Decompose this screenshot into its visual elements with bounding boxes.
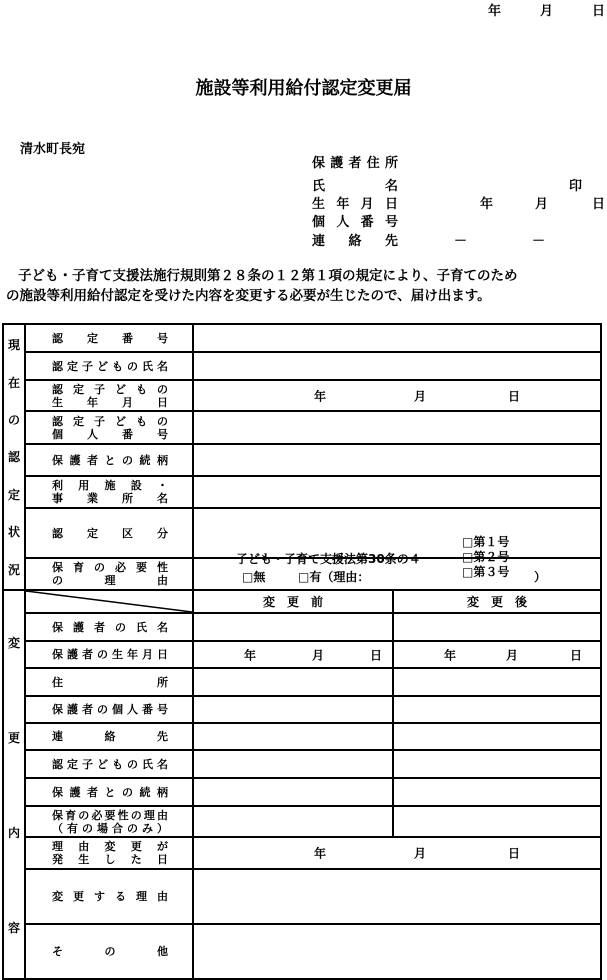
date-unit: 月	[312, 648, 325, 662]
side-char: の	[7, 413, 20, 428]
date-unit: 日	[370, 648, 383, 662]
label-line: 保護者との続柄	[52, 785, 168, 799]
side-char: 在	[7, 375, 20, 390]
current-row	[3, 324, 601, 352]
date-unit: 年	[314, 389, 327, 403]
label: 氏名	[312, 179, 398, 194]
value-field[interactable]	[193, 324, 601, 352]
label-line: 発生した日	[52, 853, 168, 866]
change-row	[3, 750, 601, 778]
current-row	[3, 476, 601, 508]
value-field[interactable]	[193, 444, 601, 476]
row-label	[25, 641, 193, 668]
change-row	[3, 668, 601, 696]
row-label	[25, 380, 193, 411]
before-field[interactable]	[193, 778, 393, 806]
row-label	[25, 668, 193, 696]
row-label	[25, 352, 193, 380]
date-unit: 月	[414, 846, 427, 861]
addressee: 清水町長宛	[20, 142, 86, 157]
label-line: 個人番号	[52, 427, 168, 441]
current-status-side-label	[3, 324, 25, 590]
date-unit: 日	[508, 389, 521, 403]
other-field[interactable]	[193, 924, 601, 979]
label-line: 連絡先	[52, 730, 168, 743]
date-unit: 日	[570, 648, 583, 662]
row-label	[25, 324, 193, 352]
change-row	[3, 723, 601, 750]
applicant-number	[312, 211, 398, 230]
label: 保護者住所	[312, 156, 398, 171]
label: 生年月日	[312, 197, 398, 212]
after-field[interactable]	[393, 641, 601, 668]
value-field[interactable]	[193, 411, 601, 444]
value-field[interactable]	[193, 380, 601, 411]
side-char: 更	[7, 730, 20, 745]
form-table	[2, 323, 602, 980]
side-char: 変	[7, 635, 20, 650]
change-header-row	[3, 590, 601, 613]
change-row	[3, 806, 601, 837]
statement-line: 子ども・子育て支援法施行規則第２８条の１２第１項の規定により、子育てのため	[18, 268, 518, 284]
date-unit: 日	[508, 846, 521, 861]
current-row	[3, 558, 601, 590]
separator: －	[454, 234, 468, 249]
label-line: 認定区分	[52, 526, 168, 540]
label: 連絡先	[312, 234, 398, 249]
month-label: 月	[535, 197, 549, 212]
year-label: 年	[480, 197, 494, 212]
before-field[interactable]	[193, 723, 393, 750]
current-row	[3, 444, 601, 476]
label-line: 認定子どもの氏名	[52, 757, 168, 771]
row-label	[25, 869, 193, 924]
date-unit: 年	[444, 648, 457, 662]
reason-row	[3, 869, 601, 924]
close-paren: ）	[534, 570, 547, 584]
label-line: その他	[52, 945, 168, 958]
label-line: 住所	[52, 675, 168, 689]
after-field[interactable]	[393, 696, 601, 723]
occur-row	[3, 837, 601, 869]
change-row	[3, 696, 601, 723]
before-field[interactable]	[193, 750, 393, 778]
category-checkbox[interactable]: □第２号	[462, 550, 510, 564]
side-char: 状	[7, 525, 20, 540]
category-checkbox[interactable]: □第１号	[462, 535, 510, 549]
separator: －	[532, 234, 546, 249]
row-label	[25, 696, 193, 723]
change-row	[3, 778, 601, 806]
category-checkbox[interactable]: □第３号	[462, 565, 510, 579]
label-line: 認定番号	[52, 331, 168, 345]
statement-line: の施設等利用給付認定を受けた内容を変更する必要が生じたので、届け出ます。	[6, 288, 491, 304]
none-checkbox[interactable]: □無	[242, 570, 266, 584]
row-label	[25, 924, 193, 979]
label-line: 保護者の氏名	[52, 620, 168, 634]
before-field[interactable]	[193, 641, 393, 668]
label-line: 保護者の個人番号	[52, 703, 168, 716]
after-field[interactable]	[393, 806, 601, 837]
row-label	[25, 750, 193, 778]
date-unit: 月	[414, 389, 427, 403]
occur-date-field[interactable]	[193, 837, 601, 869]
row-label	[25, 508, 193, 558]
side-char: 容	[7, 920, 20, 935]
side-char: 内	[7, 825, 20, 840]
label-line: 保育の必要性の理由	[52, 808, 168, 822]
row-label	[25, 723, 193, 750]
before-field[interactable]	[193, 806, 393, 837]
day-label: 日	[592, 4, 606, 19]
label-line: 保護者の生年月日	[52, 648, 168, 661]
label-line: 認定子どもの	[52, 382, 168, 396]
row-label	[25, 411, 193, 444]
row-label	[25, 806, 193, 837]
label-line: 利用施設・	[52, 479, 168, 492]
page-title: 施設等利用給付認定変更届	[195, 78, 412, 99]
month-label: 月	[540, 4, 554, 19]
reason-field[interactable]	[193, 869, 601, 924]
label-line: 理由変更が	[52, 840, 168, 853]
label-line: 認定子どもの	[52, 414, 168, 428]
label-line: 変更する理由	[52, 890, 168, 903]
applicant-name	[312, 175, 583, 194]
applicant-address	[312, 152, 398, 171]
row-label	[25, 558, 193, 590]
row-label	[25, 778, 193, 806]
after-field[interactable]	[393, 668, 601, 696]
label-line: の理由	[52, 574, 168, 587]
label-line: 生年月日	[52, 395, 168, 409]
change-row	[3, 613, 601, 641]
change-side-label	[3, 590, 25, 979]
has-checkbox[interactable]: □有（理由：	[298, 570, 370, 584]
label-line: 認定子どもの氏名	[52, 359, 168, 373]
current-row	[3, 411, 601, 444]
label-line: 保護者との続柄	[52, 453, 168, 467]
date-unit: 月	[506, 648, 519, 662]
before-field[interactable]	[193, 668, 393, 696]
label-line: 事業所名	[52, 492, 168, 505]
current-row	[3, 380, 601, 411]
side-char: 現	[7, 338, 20, 353]
after-field[interactable]	[393, 750, 601, 778]
value-field[interactable]	[193, 352, 601, 380]
after-field[interactable]	[393, 613, 601, 641]
statement	[6, 266, 518, 306]
before-header: 変 更 前	[193, 590, 393, 613]
change-row	[3, 641, 601, 668]
day-label: 日	[592, 197, 606, 212]
after-field[interactable]	[393, 723, 601, 750]
applicant-birth	[312, 193, 606, 212]
date-unit: 年	[314, 846, 327, 861]
row-label	[25, 444, 193, 476]
value-field[interactable]	[193, 476, 601, 508]
value-field[interactable]	[193, 558, 601, 590]
row-label	[25, 613, 193, 641]
year-label: 年	[488, 4, 502, 19]
side-char: 認	[7, 450, 20, 465]
row-label	[25, 476, 193, 508]
after-field[interactable]	[393, 778, 601, 806]
law-text: 子ども・子育て支援法第30条の４	[236, 552, 421, 566]
before-field[interactable]	[193, 613, 393, 641]
after-header: 変 更 後	[393, 590, 601, 613]
date-unit: 年	[244, 648, 257, 662]
current-row	[3, 508, 601, 558]
label-line: 保育の必要性	[52, 561, 168, 574]
label: 個人番号	[312, 215, 398, 230]
row-label	[25, 837, 193, 869]
diagonal-cell	[25, 590, 193, 613]
seal-mark: 印	[569, 179, 583, 194]
other-row	[3, 924, 601, 979]
side-char: 定	[7, 487, 20, 502]
label-line: （有の場合のみ）	[52, 821, 168, 835]
before-field[interactable]	[193, 696, 393, 723]
applicant-contact	[312, 230, 546, 249]
current-row	[3, 352, 601, 380]
side-char: 況	[7, 562, 20, 577]
